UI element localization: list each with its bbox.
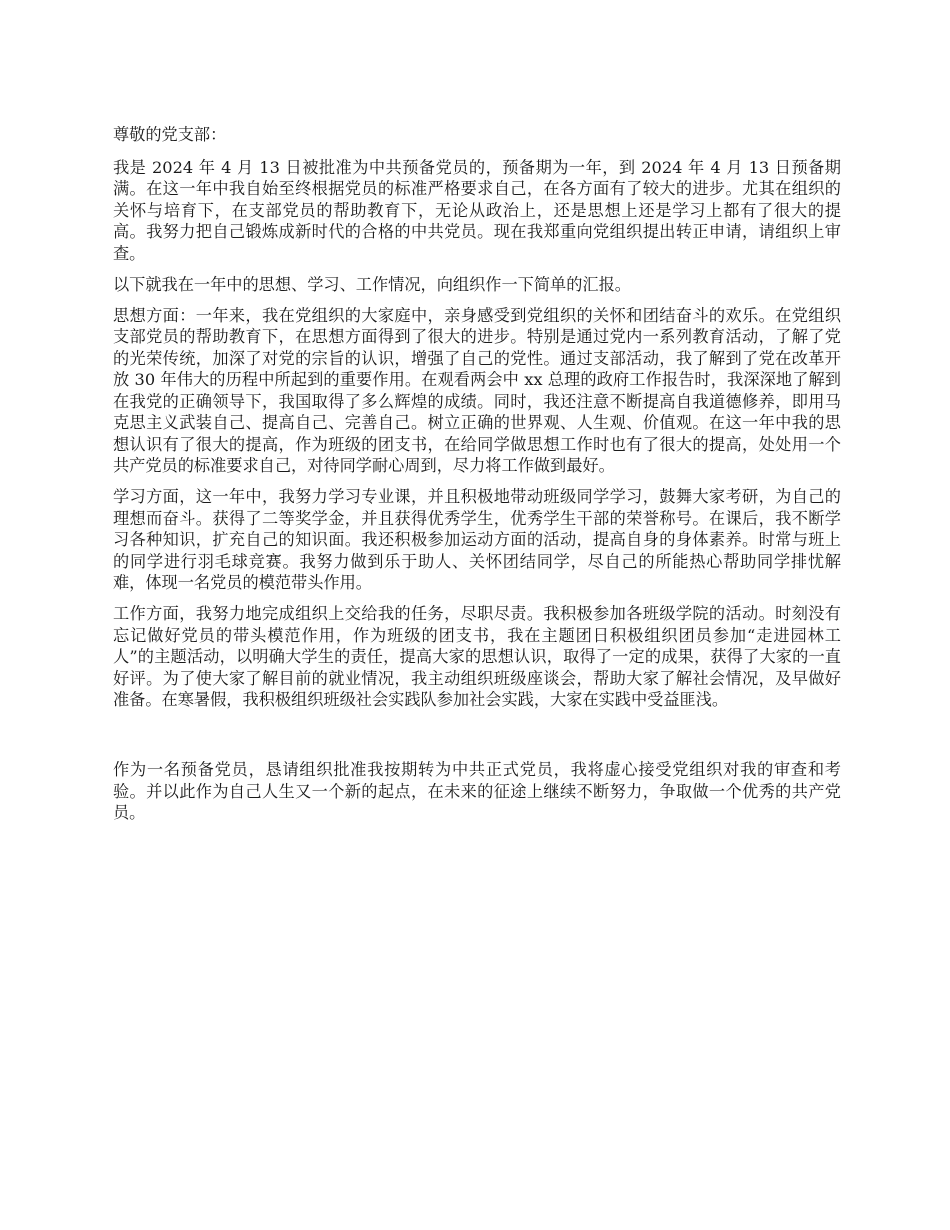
paragraph-closing: 作为一名预备党员，恳请组织批准我按期转为中共正式党员，我将虚心接受党组织对我的审查和考验。并以此作为自己人生又一个新的起点，在未来的征途上继续不断努力，争取做一个优秀的共产党员。 bbox=[113, 760, 841, 822]
paragraph-report-intro: 以下就我在一年中的思想、学习、工作情况，向组织作一下简单的汇报。 bbox=[113, 274, 631, 294]
paragraph-work: 工作方面，我努力地完成组织上交给我的任务，尽职尽责。我积极参加各班级学院的活动。时刻没有忘记做好党员的带头模范作用，作为班级的团支书，我在主题团日积极组织团员参加“走进园林工人”的主题活动，以明确大学生的责任，提高大家的思想认识，取得了一定的成果，获得了大家的一直好评。为了使大家了解目前的就业情况，我主动组织班级座谈会，帮助大家了解社会情况，及早做好准备。在寒暑假，我积极组织班级社会实践队参加社会实践，大家在实践中受益匪浅。 bbox=[113, 604, 841, 709]
paragraph-introduction: 我是 2024 年 4 月 13 日被批准为中共预备党员的，预备期为一年，到 2024 年 4 月 13 日预备期满。在这一年中我自始至终根据党员的标准严格要求自己，在各方面有了较大的进步。尤其在组织的关怀与培育下，在支部党员的帮助教育下，无论从政治上，还是思想上还是学习上都有了很大的提高。我努力把自己锻炼成新时代的合格的中共党员。现在我郑重向党组织提出转正申请，请组织上审查。 bbox=[113, 157, 841, 263]
paragraph-spacer bbox=[113, 720, 841, 759]
paragraph-thought: 思想方面：一年来，我在党组织的大家庭中，亲身感受到党组织的关怀和团结奋斗的欢乐。在党组织支部党员的帮助教育下，在思想方面得到了很大的进步。特别是通过党内一系列教育活动，了解了党的光荣传统，加深了对党的宗旨的认识，增强了自己的党性。通过支部活动，我了解到了党在改革开放 30 年伟大的历程中所起到的重要作用。在观看两会中 xx 总理的政府工作报告时，我深深地了解到在我党的正确领导下，我国取得了多么辉煌的成绩。同时，我还注意不断提高自我道德修养，即用马克思主义武装自己、提高自己、完善自己。树立正确的世界观、人生观、价值观。在这一年中我的思想认识有了很大的提高，作为班级的团支书，在给同学做思想工作时也有了很大的提高，处处用一个共产党员的标准要求自己，对待同学耐心周到，尽力将工作做到最好。 bbox=[113, 305, 841, 475]
paragraph-study: 学习方面，这一年中，我努力学习专业课，并且积极地带动班级同学学习，鼓舞大家考研，为自己的理想而奋斗。获得了二等奖学金，并且获得优秀学生，优秀学生干部的荣誉称号。在课后，我不断学习各种知识，扩充自己的知识面。我还积极参加运动方面的活动，提高自身的身体素养。时常与班上的同学进行羽毛球竞赛。我努力做到乐于助人、关怀团结同学，尽自己的所能热心帮助同学排忧解难，体现一名党员的模范带头作用。 bbox=[113, 487, 841, 592]
document-page bbox=[113, 124, 841, 833]
salutation: 尊敬的党支部： bbox=[113, 125, 227, 144]
